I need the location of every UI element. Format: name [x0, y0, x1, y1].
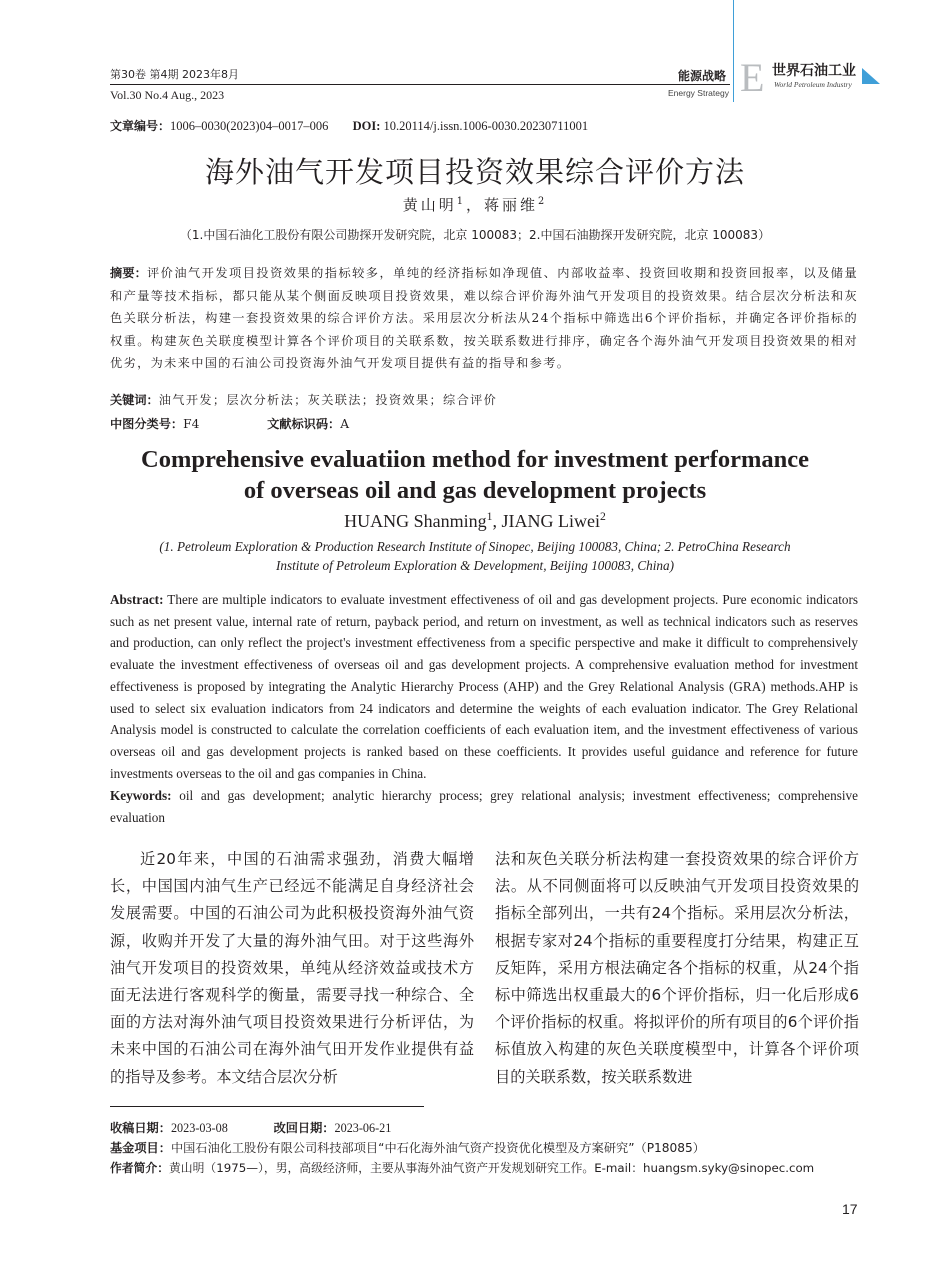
abstract-en: [110, 589, 858, 784]
authors-en: [0, 510, 950, 532]
author-en-2-sup: 2: [599, 510, 606, 523]
column-cn: 能源战略: [678, 69, 727, 83]
abstract-cn-text: 评价油气开发项目投资效果的指标较多，单纯的经济指标如净现值、内部收益率、投资回收期和投资回报率，以及储量和产量等技术指标，都只能从某个侧面反映项目投资效果，难以综合评价海外油气开发项目的投资效果。结合层次分析法和灰色关联分析法，构建一套投资效果的综合评价方法。采用层次分析法从24个指标中筛选出6个评价指标，并确定各评价指标的权重。构建灰色关联度模型计算各个评价项目的关联系数，按关联系数进行排序，确定各个海外油气开发项目投资效果的相对优劣，为未来中国的石油公司投资海外油气开发项目提供有益的指导和参考。: [110, 266, 859, 370]
author-sep: ，: [465, 196, 484, 214]
article-no-label: 文章编号：: [110, 119, 171, 133]
footnote-dates: [110, 1119, 391, 1136]
keywords-en: [110, 785, 858, 828]
author-1-sup: 1: [456, 196, 466, 207]
authors-cn: [0, 194, 950, 215]
title-en-line2: of overseas oil and gas development projects: [243, 477, 707, 504]
issue-cn: 第30卷 第4期 2023年8月: [110, 68, 239, 81]
keywords-en-text: oil and gas development; analytic hierarchy process; grey relational analysis; investment effectiveness; comprehensive evaluation: [110, 788, 858, 825]
doi-label: DOI:: [352, 119, 381, 133]
logo-triangle-icon: [862, 68, 880, 88]
author-2: 蒋丽维: [484, 196, 539, 214]
header-rule: [110, 84, 730, 85]
keywords-cn: [110, 389, 858, 412]
body-left-column: 近20年来，中国的石油需求强劲，消费大幅增长，中国国内油气生产已经远不能满足自身经济社会发展需要。中国的石油公司为此积极投资海外油气资源，收购并开发了大量的海外油气田。对于这些海外油气开发项目的投资效果，单纯从经济效益或技术方面无法进行客观科学的衡量，需要寻找一种综合、全面的方法对海外油气项目投资效果进行分析评估，为未来中国的石油公司在海外油气田开发作业提供有益的指导及参考。本文结合层次分析: [110, 850, 474, 1086]
fund-text: 中国石油化工股份有限公司科技部项目“中石化海外油气资产投资优化模型及方案研究”（P18085）: [170, 1141, 705, 1155]
author-2-sup: 2: [538, 196, 548, 207]
doc-label: 文献标识码：: [267, 417, 341, 431]
author-info-label: 作者简介：: [110, 1161, 169, 1175]
body-right-column: 法和灰色关联分析法构建一套投资效果的综合评价方法。从不同侧面将可以反映油气开发项目投资效果的指标全部列出，一共有24个指标。采用层次分析法，根据专家对24个指标的重要程度打分结果，构建正互反矩阵，采用方根法确定各个指标的权重，从24个指标中筛选出权重最大的6个评价指标，归一化后形成6个评价指标的权重。将拟评价的所有项目的6个评价指标值放入构建的灰色关联度模型中，计算各个评价项目的关联系数，按关联系数进: [495, 850, 859, 1086]
keywords-en-label: Keywords:: [110, 788, 172, 803]
revised-label: 改回日期：: [273, 1121, 335, 1135]
keywords-cn-label: 关键词：: [110, 393, 159, 407]
page-number: 17: [842, 1201, 858, 1217]
footnote-author: [110, 1159, 870, 1176]
author-info-text: 黄山明（1975—），男，高级经济师，主要从事海外油气资产开发规划研究工作。E-mail：huangsm.syky@sinopec.com: [169, 1161, 815, 1175]
abstract-cn: [110, 262, 858, 375]
footnote-rule: [110, 1106, 424, 1107]
affiliation-en: (1. Petroleum Exploration & Production Research Institute of Sinopec, Beijing 100083, China; 2. PetroChina Research Institute of Petroleum Exploration & Development, Beijing 100083, China): [159, 539, 791, 573]
author-en-1: HUANG Shanming: [344, 511, 487, 531]
classification: [110, 413, 858, 436]
abstract-en-text: There are multiple indicators to evaluate investment effectiveness of oil and gas development projects. Pure economic indicators such as net present value, internal rate of return, payback period, and return on investment, as well as technical indicators such as reserves and production, can only reflect the project's investment effectiveness from a specific perspective and make it difficult to comprehensively evaluate the investment effectiveness of overseas oil and gas development projects. A comprehensive evaluation method for investment effectiveness is proposed by integrating the Analytic Hierarchy Process (AHP) and the Grey Relational Analysis (GRA) methods.AHP is used to select six evaluation indicators from 24 indicators and determine the weights of each evaluation indicator. The Grey Relational Analysis model is constructed to calculate the correlation coefficients of each evaluation item, and the investment effectiveness of various overseas oil and gas development projects is ranked based on these coefficients. It provides useful guidance and reference for future investments overseas to the oil and gas companies in China.: [110, 592, 858, 781]
received-date: 2023-03-08: [170, 1121, 228, 1135]
clc-label: 中图分类号：: [110, 417, 184, 431]
journal-en: World Petroleum Industry: [774, 80, 852, 89]
abstract-cn-label: 摘要：: [110, 266, 147, 280]
fund-label: 基金项目：: [110, 1141, 171, 1155]
affiliation-cn: （1.中国石油化工股份有限公司勘探开发研究院，北京 100083；2.中国石油勘探开发研究院，北京 100083）: [179, 228, 771, 242]
title-en-line1: Comprehensive evaluatiion method for investment performance: [141, 446, 809, 473]
issue-en: Vol.30 No.4 Aug., 2023: [110, 88, 225, 102]
title-en: [0, 444, 950, 506]
journal-cn: 世界石油工业: [772, 63, 856, 79]
author-en-sep: ,: [492, 511, 502, 531]
keywords-cn-text: 油气开发；层次分析法；灰关联法；投资效果；综合评价: [158, 393, 498, 407]
abstract-en-label: Abstract:: [110, 592, 164, 607]
author-1: 黄山明: [402, 196, 457, 214]
article-no: 1006–0030(2023)04–0017–006: [170, 119, 329, 133]
revised-date: 2023-06-21: [334, 1121, 392, 1135]
doc-value: A: [340, 417, 350, 431]
clc-value: F4: [183, 417, 200, 431]
logo-letter: E: [740, 55, 765, 100]
header-divider: [733, 0, 734, 102]
received-label: 收稿日期：: [110, 1121, 171, 1135]
footnote-fund: [110, 1139, 705, 1156]
column-en: Energy Strategy: [668, 88, 729, 98]
article-meta: [110, 117, 588, 134]
page-title: 海外油气开发项目投资效果综合评价方法: [204, 155, 745, 189]
doi: 10.20114/j.issn.1006-0030.20230711001: [383, 119, 589, 133]
author-en-1-sup: 1: [486, 510, 493, 523]
author-en-2: JIANG Liwei: [501, 511, 600, 531]
